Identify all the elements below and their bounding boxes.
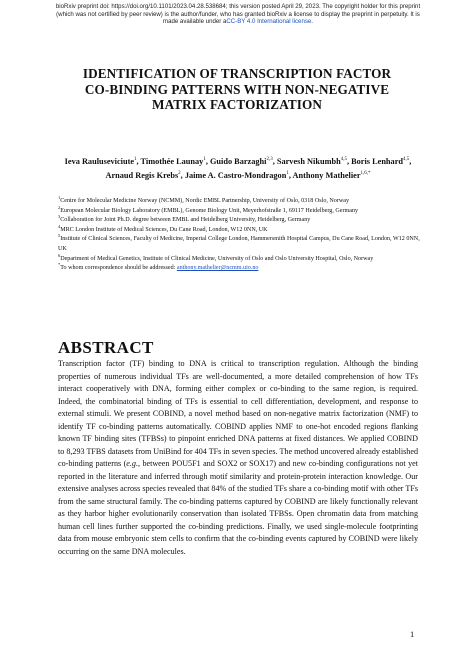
- abstract-part-1: Transcription factor (TF) binding to DNA is critical to transcription regulation. Although the binding properties of numerous individual TFs are well-documented, a more detailed comprehension of how TFs interact cooperatively with DNA, forming either complex or co-binding to the same region, is required. Indeed, the combinatorial binding of TFs is essential to cell differentiation, development, and response to external stimuli. We present COBIND, a novel method based on non-negative matrix factorization (NMF) to identify TF co-binding patterns automatically. COBIND applies NMF to one-hot encoded regions flanking known TF binding sites (TFBSs) to pinpoint enriched DNA patterns at fixed distances. We applied COBIND to 8,293 TFBS datasets from UniBind for 404 TFs in seven species. The method uncovered already established co-binding patterns (: [58, 359, 418, 468]
- affiliation-item: [58, 223, 422, 239]
- author-affiliation-marker: 1: [286, 171, 289, 177]
- affiliation-item: [58, 216, 422, 226]
- preprint-notice: [20, 3, 456, 26]
- affiliation-marker: 6: [58, 252, 61, 258]
- affiliation-text: MRC London Institute of Medical Sciences, Du Cane Road, London, W12 0NN, UK: [60, 226, 268, 233]
- affiliation-marker: 5: [58, 233, 61, 239]
- correspondence-note: [58, 264, 422, 274]
- title-line-1: IDENTIFICATION OF TRANSCRIPTION FACTOR: [82, 66, 392, 81]
- author-separator: ,: [180, 171, 185, 180]
- author-separator: ,: [136, 157, 141, 166]
- affiliation-text: Collaboration for Joint Ph.D. degree between EMBL and Heidelberg University, Heidelberg, Germany: [60, 217, 311, 224]
- abstract-text: [58, 358, 418, 558]
- author-affiliation-marker: 2: [178, 171, 181, 177]
- author-name: Boris Lenhard: [351, 157, 403, 166]
- affiliation-list: [58, 194, 422, 274]
- author-affiliation-marker: 4,5: [340, 157, 347, 163]
- correspondence-marker: *: [58, 262, 61, 268]
- preprint-line-2: (which was not certified by peer review) is the author/funder, who has granted bioRxiv a license to display the preprint in perpetuity. It is: [56, 10, 420, 18]
- author-separator: ,: [409, 157, 412, 166]
- preprint-line-1: bioRxiv preprint doi: https://doi.org/10.1101/2023.04.28.538684; this version posted April 29, 2023. The copyright holder for this preprint: [55, 3, 421, 10]
- author-affiliation-marker: 1: [134, 157, 137, 163]
- paper-title: [40, 66, 434, 113]
- author-separator: ,: [288, 171, 293, 180]
- affiliation-marker: 4: [58, 223, 61, 229]
- author-name: Ieva Rauluseviciute: [64, 157, 135, 166]
- page-number: 1: [410, 629, 415, 639]
- author-name: Guido Barzaghi: [209, 157, 267, 166]
- preprint-line-3: [20, 18, 456, 26]
- affiliation-item: [58, 194, 422, 207]
- correspondence-text: To whom correspondence should be addressed:: [60, 265, 177, 272]
- abstract-heading: ABSTRACT: [58, 338, 154, 357]
- author-affiliation-marker: 4,5: [403, 157, 410, 163]
- author-list: [60, 155, 416, 183]
- author-name: Timothée Launay: [140, 157, 204, 166]
- affiliation-text: Centre for Molecular Medicine Norway (NCMM), Nordic EMBL Partnership, University of Oslo, 0318 Oslo, Norway: [60, 198, 350, 204]
- author-affiliation-marker: 2,3: [266, 157, 273, 163]
- author-separator: ,: [205, 157, 210, 166]
- affiliation-marker: 2: [58, 204, 61, 210]
- affiliation-item: [58, 235, 422, 254]
- author-name: Arnaud Regis Krebs: [105, 171, 179, 180]
- affiliation-marker: 3: [58, 214, 61, 220]
- correspondence-email-link[interactable]: anthony.mathelier@ncmm.uio.no: [176, 265, 259, 272]
- license-prefix: made available under a: [163, 18, 227, 26]
- license-suffix: .: [311, 18, 313, 26]
- abstract-part-2: , between POU5F1 and SOX2 or SOX17) and new co-binding configurations not yet reported in the literature and inferred through motif similarity and protein-protein interaction knowledge. Our extensive analyses across species revealed that 84% of the studied TFs share a co-binding motif with other TFs from the same structural family. The co-binding patterns captured by COBIND are likely functionally relevant as they harbor higher evolutionarily conservation than isolated TFBSs. Open chromatin data from matching human cell lines further supported the co-binding predictions. Finally, we used single-molecule footprinting data from mouse embryonic stem cells to confirm that the co-binding events captured by COBIND were likely occurring on the same DNA molecules.: [58, 459, 418, 556]
- affiliation-item: [58, 252, 422, 268]
- affiliation-marker: 1: [58, 194, 61, 200]
- author-separator: ,: [346, 157, 352, 166]
- author-name: Sarvesh Nikumbh: [276, 157, 341, 166]
- author-name: Jaime A. Castro-Mondragon: [184, 171, 287, 180]
- author-affiliation-marker: 1,6,*: [360, 171, 371, 177]
- title-line-3: MATRIX FACTORIZATION: [152, 97, 322, 113]
- affiliation-item: [58, 204, 422, 220]
- author-name: Anthony Mathelier: [292, 171, 361, 180]
- affiliation-text: Institute of Clinical Sciences, Faculty of Medicine, Imperial College London, Hammersmith Hospital Campus, Du Cane Road, London, W12 0NN, UK: [58, 236, 420, 252]
- affiliation-text: Department of Medical Genetics, Institute of Clinical Medicine, University of Oslo and Oslo University Hospital, Oslo, Norway: [60, 255, 374, 262]
- abstract-eg: e.g.: [126, 459, 138, 468]
- author-separator: ,: [272, 157, 277, 166]
- author-affiliation-marker: 1: [203, 157, 206, 163]
- title-line-2: CO-BINDING PATTERNS WITH NON-NEGATIVE: [84, 81, 390, 97]
- affiliation-text: European Molecular Biology Laboratory (EMBL), Genome Biology Unit, Meyerhofstraße 1, 69117 Heidelberg, Germany: [60, 207, 359, 214]
- license-link[interactable]: CC-BY 4.0 International license: [226, 18, 312, 26]
